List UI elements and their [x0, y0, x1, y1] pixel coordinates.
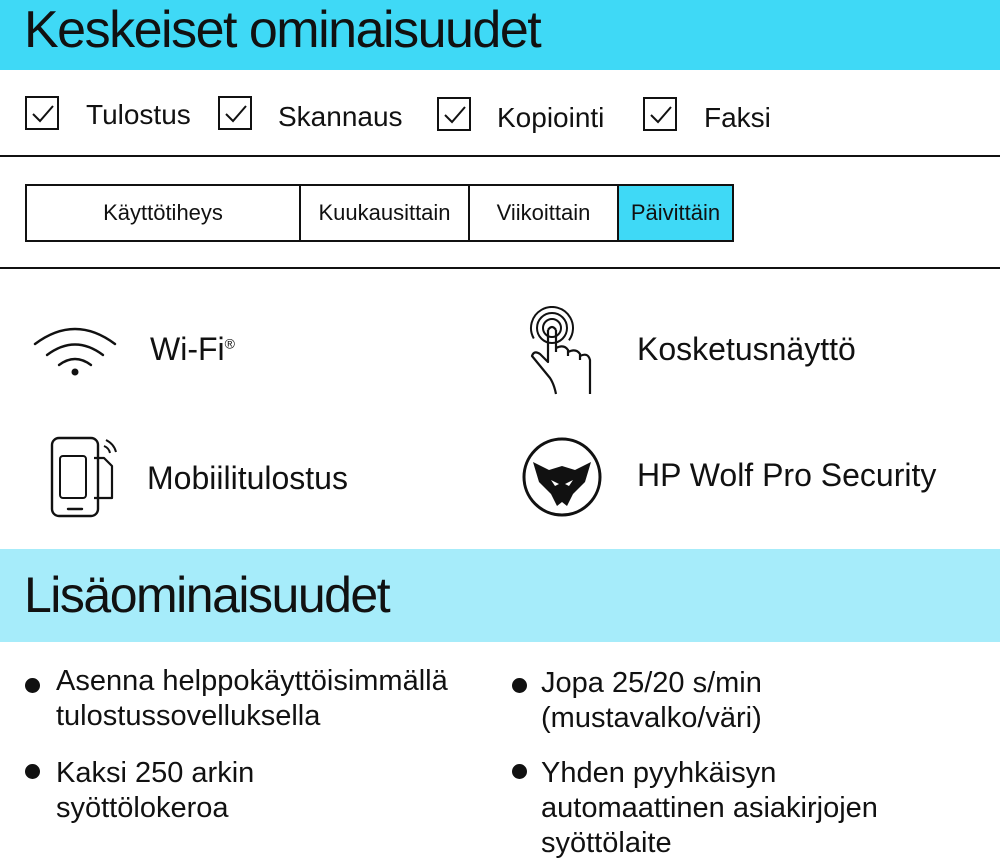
bullet-line: Asenna helppokäyttöisimmällä — [56, 665, 448, 697]
usage-label: Käyttötiheys — [103, 200, 223, 225]
function-label: Faksi — [704, 102, 771, 133]
check-icon — [437, 97, 471, 131]
bullet-item — [56, 664, 448, 734]
bullet-line: Yhden pyyhkäisyn — [541, 757, 777, 789]
wolf-shield-icon — [521, 436, 603, 523]
usage-frequency — [25, 184, 734, 242]
section-title: Lisäominaisuudet — [24, 567, 390, 623]
bullet-dot — [25, 764, 40, 779]
bullet-dot — [25, 678, 40, 693]
check-icon — [643, 97, 677, 131]
mobile-print-icon — [50, 436, 120, 525]
usage-option-daily-selected: Päivittäin — [617, 186, 732, 240]
function-label: Tulostus — [86, 99, 191, 130]
divider — [0, 155, 1000, 157]
bullet-line: Jopa 25/20 s/min — [541, 667, 762, 699]
check-icon — [218, 96, 252, 130]
bullet-line: syöttölokeroa — [56, 792, 229, 824]
function-label: Kopiointi — [497, 102, 605, 133]
bullet-dot — [512, 764, 527, 779]
bullet-line: Kaksi 250 arkin — [56, 757, 255, 789]
feature-mobile-printing: Mobiilitulostus — [147, 460, 348, 496]
bullet-item — [541, 666, 762, 736]
check-icon — [25, 96, 59, 130]
function-label: Skannaus — [278, 101, 403, 132]
bullet-line: (mustavalko/väri) — [541, 702, 762, 734]
bullet-dot — [512, 678, 527, 693]
registered-mark: ® — [224, 335, 235, 352]
feature-wifi — [150, 333, 235, 365]
page-title: Keskeiset ominaisuudet — [24, 1, 541, 59]
wifi-icon — [32, 322, 118, 383]
usage-option-monthly: Kuukausittain — [299, 186, 468, 240]
bullet-line: tulostussovelluksella — [56, 700, 321, 732]
divider — [0, 267, 1000, 269]
bullet-line: syöttölaite — [541, 827, 672, 859]
feature-touchscreen: Kosketusnäyttö — [637, 331, 856, 367]
bullet-item — [541, 756, 878, 861]
bullet-line: automaattinen asiakirjojen — [541, 792, 878, 824]
touch-hand-icon — [528, 306, 598, 401]
feature-label: Wi-Fi — [150, 331, 225, 367]
feature-wolf-security: HP Wolf Pro Security — [637, 457, 937, 493]
usage-option-weekly: Viikoittain — [468, 186, 617, 240]
bullet-item — [56, 756, 254, 826]
